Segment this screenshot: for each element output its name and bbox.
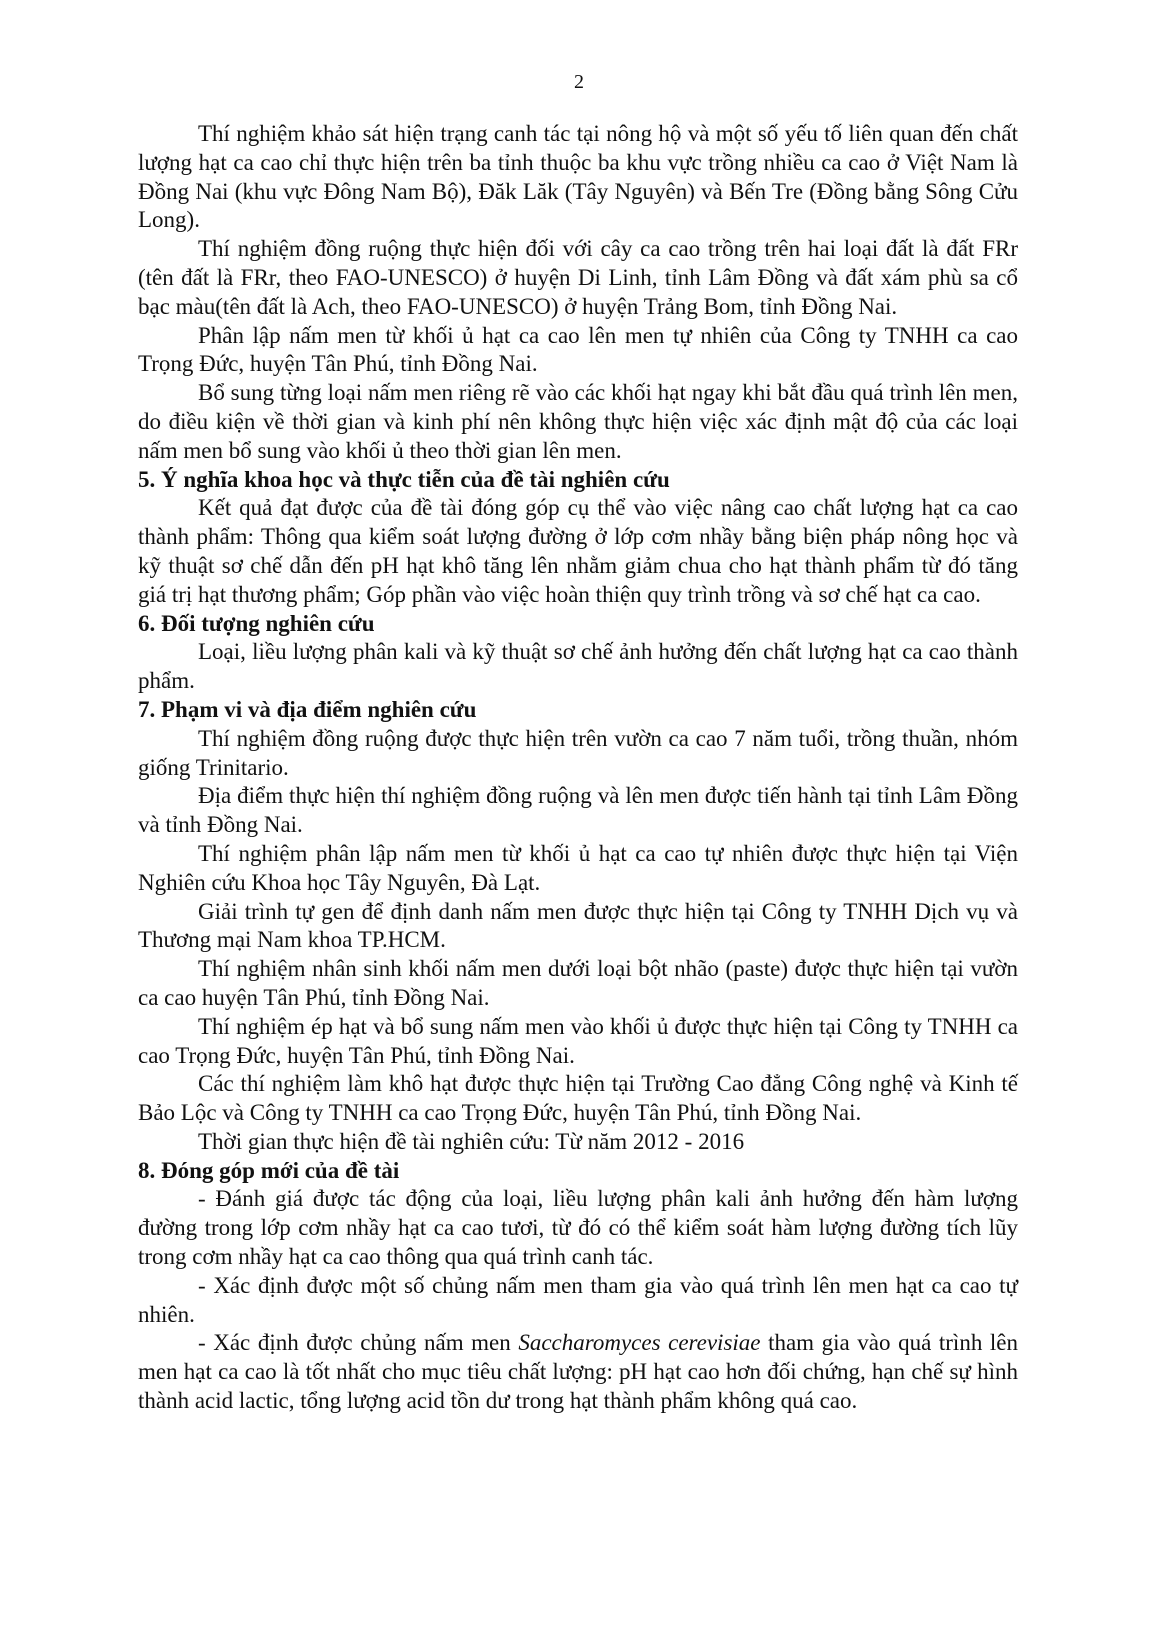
section-7-paragraph: Thí nghiệm phân lập nấm men từ khối ủ hạt ca cao tự nhiên được thực hiện tại Viện Nghiên cứu Khoa học Tây Nguyên, Đà Lạt. xyxy=(138,840,1018,895)
page-number: 2 xyxy=(574,71,584,93)
section-5-heading: 5. Ý nghĩa khoa học và thực tiễn của đề tài nghiên cứu xyxy=(138,466,670,492)
section-8-paragraph: - Đánh giá được tác động của loại, liều lượng phân kali ảnh hưởng đến hàm lượng đường trong lớp cơm nhầy hạt ca cao tươi, từ đó có thể kiểm soát hàm lượng đường tích lũy trong cơm nhầy hạt ca cao thông qua quá trình canh tác. xyxy=(138,1186,1018,1270)
section-7-paragraph: Địa điểm thực hiện thí nghiệm đồng ruộng và lên men được tiến hành tại tỉnh Lâm Đồng và tỉnh Đồng Nai. xyxy=(138,783,1018,838)
section-7-paragraph: Thí nghiệm nhân sinh khối nấm men dưới loại bột nhão (paste) được thực hiện tại vườn ca cao huyện Tân Phú, tỉnh Đồng Nai. xyxy=(138,956,1018,1010)
species-text-before: - Xác định được chủng nấm men xyxy=(198,1330,519,1356)
section-8-paragraph-species xyxy=(138,1329,1018,1415)
section-6-heading: 6. Đối tượng nghiên cứu xyxy=(138,610,375,636)
intro-paragraph: Phân lập nấm men từ khối ủ hạt ca cao lên men tự nhiên của Công ty TNHH ca cao Trọng Đức, huyện Tân Phú, tỉnh Đồng Nai. xyxy=(138,322,1018,377)
section-7-paragraph: Giải trình tự gen để định danh nấm men được thực hiện tại Công ty TNHH Dịch vụ và Thương mại Nam khoa TP.HCM. xyxy=(138,898,1018,953)
section-6-paragraph: Loại, liều lượng phân kali và kỹ thuật sơ chế ảnh hưởng đến chất lượng hạt ca cao thành phẩm. xyxy=(138,639,1018,694)
section-7-paragraph: Các thí nghiệm làm khô hạt được thực hiện tại Trường Cao đẳng Công nghệ và Kinh tế Bảo Lộc và Công ty TNHH ca cao Trọng Đức, huyện Tân Phú, tỉnh Đồng Nai. xyxy=(138,1071,1018,1126)
section-7-paragraph: Thí nghiệm ép hạt và bổ sung nấm men vào khối ủ được thực hiện tại Công ty TNHH ca cao Trọng Đức, huyện Tân Phú, tỉnh Đồng Nai. xyxy=(138,1013,1018,1068)
intro-paragraph: Thí nghiệm đồng ruộng thực hiện đối với cây ca cao trồng trên hai loại đất là đất FRr (tên đất là FRr, theo FAO-UNESCO) ở huyện Di Linh, tỉnh Lâm Đồng và đất xám phù sa cổ bạc màu(tên đất là Ach, theo FAO-UNESCO) ở huyện Trảng Bom, tỉnh Đồng Nai. xyxy=(138,236,1018,319)
section-7-paragraph: Thí nghiệm đồng ruộng được thực hiện trên vườn ca cao 7 năm tuổi, trồng thuần, nhóm giống Trinitario. xyxy=(138,725,1018,780)
section-7-paragraph: Thời gian thực hiện đề tài nghiên cứu: Từ năm 2012 - 2016 xyxy=(198,1128,745,1154)
section-7-heading: 7. Phạm vi và địa điểm nghiên cứu xyxy=(138,696,477,722)
document-body xyxy=(138,120,1018,1416)
species-text-after: tham gia vào quá trình lên men hạt ca cao là tốt nhất cho mục tiêu chất lượng: pH hạt cao hơn đối chứng, hạn chế sự hình thành acid lactic, tổng lượng acid tồn dư trong hạt thành phẩm không quá cao. xyxy=(138,1330,1018,1414)
section-8-paragraph: - Xác định được một số chủng nấm men tham gia vào quá trình lên men hạt ca cao tự nhiên. xyxy=(138,1272,1018,1327)
intro-paragraph: Bổ sung từng loại nấm men riêng rẽ vào các khối hạt ngay khi bắt đầu quá trình lên men, do điều kiện về thời gian và kinh phí nên không thực hiện việc xác định mật độ của các loại nấm men bổ sung vào khối ủ theo thời gian lên men. xyxy=(138,380,1018,463)
section-5-paragraph: Kết quả đạt được của đề tài đóng góp cụ thể vào việc nâng cao chất lượng hạt ca cao thành phẩm: Thông qua kiểm soát lượng đường ở lớp cơm nhầy bằng biện pháp nông học và kỹ thuật sơ chế dẫn đến pH hạt khô tăng lên nhằm giảm chua cho hạt thành phẩm từ đó tăng giá trị hạt thương phẩm; Góp phần vào việc hoàn thiện quy trình trồng và sơ chế hạt ca cao. xyxy=(138,495,1018,607)
section-8-heading: 8. Đóng góp mới của đề tài xyxy=(138,1157,400,1183)
intro-paragraph: Thí nghiệm khảo sát hiện trạng canh tác tại nông hộ và một số yếu tố liên quan đến chất lượng hạt ca cao chỉ thực hiện trên ba tỉnh thuộc ba khu vực trồng nhiều ca cao ở Việt Nam là Đồng Nai (khu vực Đông Nam Bộ), Đăk Lăk (Tây Nguyên) và Bến Tre (Đồng bằng Sông Cửu Long). xyxy=(138,121,1018,233)
species-name: Saccharomyces cerevisiae xyxy=(518,1330,761,1356)
